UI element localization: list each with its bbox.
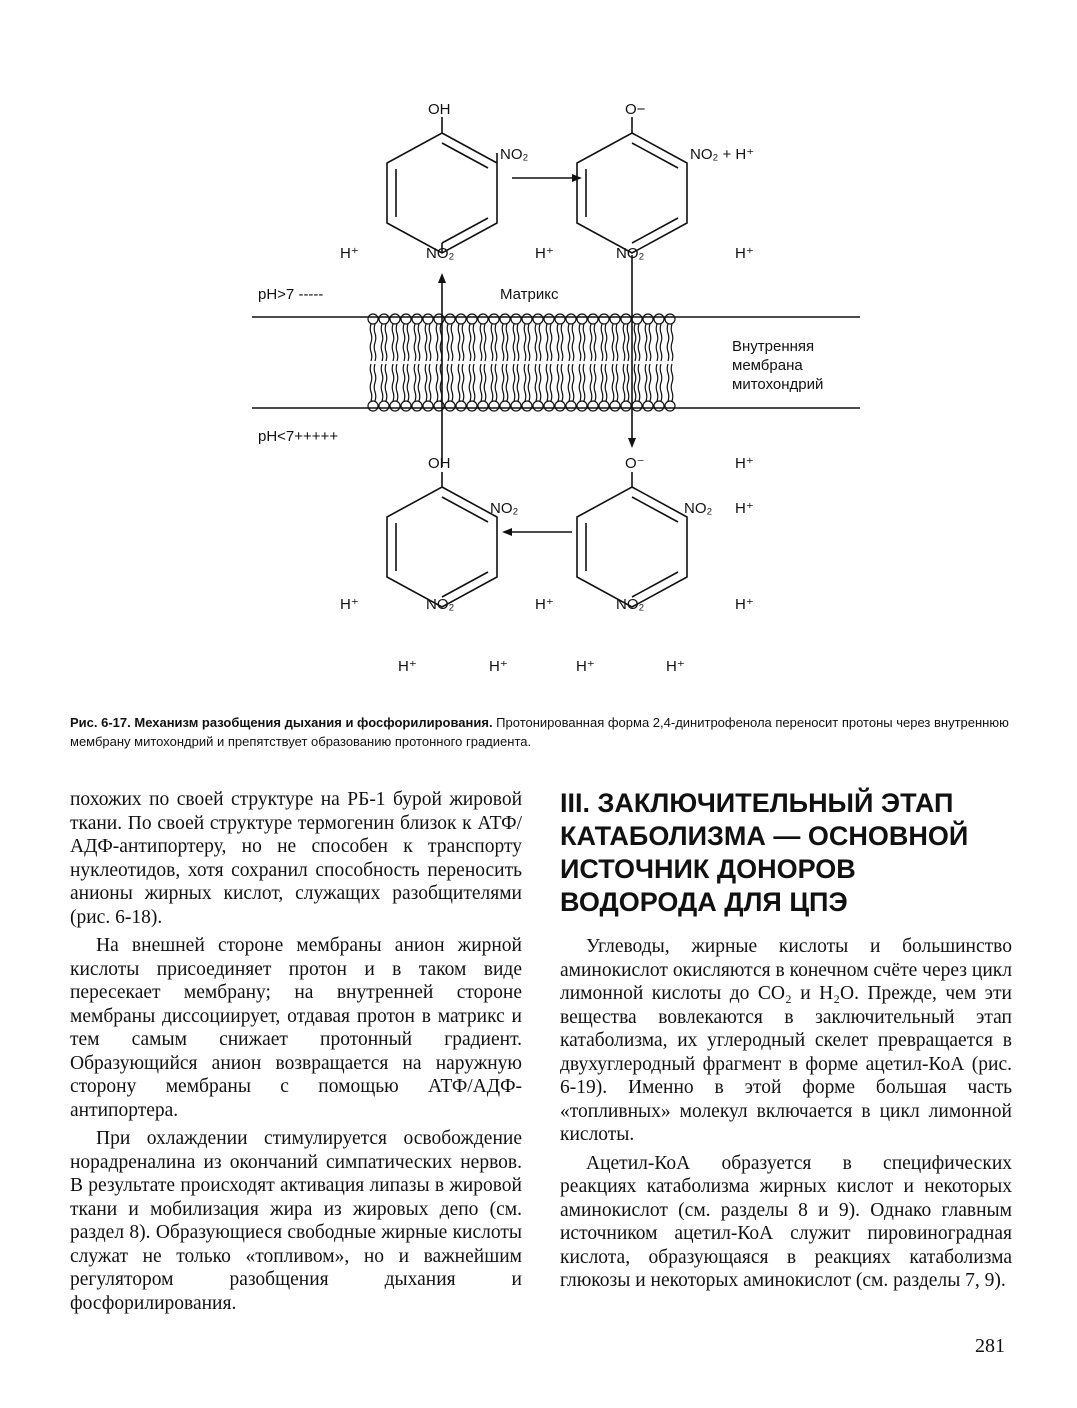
no2-label-bottom-right-bottom: NO₂ bbox=[616, 596, 645, 613]
paragraph: похожих по своей структуре на РБ-1 бурой жировой ткани. По своей структуре термогенин близок к АТФ/АДФ-антипортеру, но не способен к транспорту нуклеотидов, хотя сохранил способность переносить анионы жирных кислот, служащих разобщителями (рис. 6-18). bbox=[70, 789, 522, 928]
h-plus-label: H⁺ bbox=[576, 658, 595, 675]
benzene-ring-bottom-right bbox=[577, 472, 687, 607]
lipid-bilayer bbox=[368, 314, 675, 411]
page-number: 281 bbox=[975, 1335, 1005, 1357]
figure-6-17 bbox=[240, 95, 860, 695]
h-plus-label: H⁺ bbox=[489, 658, 508, 675]
no2-h-label-top-right: NO₂ + H⁺ bbox=[690, 146, 755, 163]
benzene-ring-top-right bbox=[577, 117, 687, 253]
benzene-ring-bottom-left bbox=[387, 472, 497, 607]
paragraph: Углеводы, жирные кислоты и большинство аминокислот окисляются в конечном счёте через цикл лимонной кислоты до CO₂ и H₂O. Прежде, чем эти вещества вовлекаются в заключительный этап катаболизма, их углеродный скелет превращается в двухуглеродный фрагмент в форме ацетил-КоА (рис. 6-19). Именно в этой форме большая часть «топливных» молекул включается в цикл лимонной кислоты. bbox=[560, 936, 1012, 1145]
paragraph: На внешней стороне мембраны анион жирной кислоты присоединяет протон и в таком виде пересекает мембрану; на внутренней стороне мембраны диссоциирует, отдавая протон в матрикс и тем самым снижает протонный градиент. Образующийся анион возвращается на наружную сторону мембраны с помощью АТФ/АДФ-антипортера. bbox=[70, 935, 522, 1121]
caption-title: Рис. 6-17. Механизм разобщения дыхания и фосфорилирования. bbox=[70, 715, 493, 730]
h-plus-label: H⁺ bbox=[340, 245, 359, 262]
h-plus-label: H⁺ bbox=[735, 596, 754, 613]
o-minus-label-bottom: O⁻ bbox=[625, 455, 645, 472]
no2-label-top-left: NO₂ bbox=[500, 146, 529, 163]
ph-matrix-label: pH>7 ----- bbox=[258, 286, 324, 303]
arrow-up-head bbox=[438, 273, 446, 283]
h-plus-label: H⁺ bbox=[535, 245, 554, 262]
no2-label-top-left-bottom: NO₂ bbox=[426, 245, 455, 262]
paragraph: Ацетил-КоА образуется в специфических реакциях катаболизма жирных кислот и некоторых аминокислот (см. разделы 8 и 9). Однако главным источником ацетил-КоА служит пировиноградная кислота, образующаяся в реакциях катаболизма глюкозы и некоторых аминокислот (см. разделы 7, 9). bbox=[560, 1152, 1012, 1291]
no2-label-bottom-right: NO₂ bbox=[684, 500, 713, 517]
no2-label-bottom-left: NO₂ bbox=[490, 500, 519, 517]
h-plus-label: H⁺ bbox=[398, 658, 417, 675]
o-minus-label-top: O− bbox=[625, 101, 646, 118]
membrane-label-line3: митохондрий bbox=[732, 376, 824, 393]
oh-label-top: OH bbox=[428, 101, 451, 118]
caption-text: Протонированная форма 2,4-динитрофенола переносит протоны через внутреннюю мембрану митохондрий и препятствует образованию протонного градиента. bbox=[70, 715, 1009, 749]
h-plus-label: H⁺ bbox=[735, 245, 754, 262]
oh-label-bottom: OH bbox=[428, 455, 451, 472]
benzene-ring-top-left bbox=[387, 117, 497, 253]
figure-caption bbox=[70, 713, 1015, 751]
left-column bbox=[70, 788, 522, 1320]
matrix-label: Матрикс bbox=[500, 286, 559, 303]
no2-label-bottom-left-bottom: NO₂ bbox=[426, 596, 455, 613]
h-plus-label: H⁺ bbox=[535, 596, 554, 613]
h-plus-label: H⁺ bbox=[340, 596, 359, 613]
membrane-label-line1: Внутренняя bbox=[732, 338, 815, 355]
h-plus-label: H⁺ bbox=[735, 455, 754, 472]
h-plus-label: H⁺ bbox=[735, 500, 754, 517]
no2-label-top-right-bottom: NO₂ bbox=[616, 245, 645, 262]
h-plus-label: H⁺ bbox=[666, 658, 685, 675]
paragraph: При охлаждении стимулируется освобождение норадреналина из окончаний симпатических нервов. В результате происходят активация липазы в жировой ткани и мобилизация жира из жировых депо (см. раздел 8). Образующиеся свободные жирные кислоты служат не только «топливом», но и важнейшим регулятором разобщения дыхания и фосфорилирования. bbox=[70, 1128, 522, 1314]
section-heading: III. ЗАКЛЮЧИТЕЛЬНЫЙ ЭТАП КАТАБОЛИЗМА — ОСНОВНОЙ ИСТОЧНИК ДОНОРОВ ВОДОРОДА ДЛЯ ЦПЭ bbox=[560, 788, 969, 917]
right-column bbox=[560, 935, 1012, 1298]
arrow-down-head bbox=[628, 438, 636, 448]
ph-outer-label: pH<7+++++ bbox=[258, 428, 339, 445]
membrane-label-line2: мембрана bbox=[732, 357, 803, 374]
